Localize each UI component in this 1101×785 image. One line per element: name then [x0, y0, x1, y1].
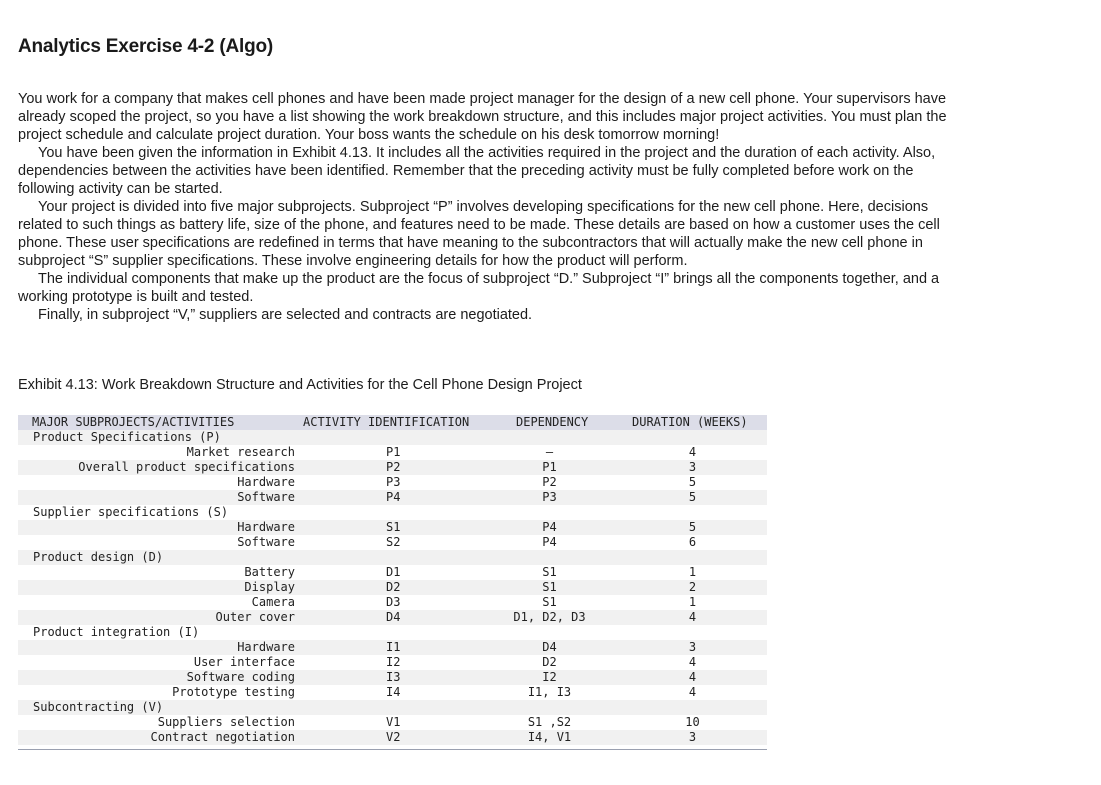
table-row [18, 460, 767, 475]
subproject-name: Product integration (I) [33, 625, 200, 639]
activity-name: Overall product specifications [78, 460, 295, 474]
subproject-name: Product design (D) [33, 550, 164, 564]
activity-name: Battery [244, 565, 295, 579]
activity-id: S1 [386, 520, 401, 534]
table-group-row [18, 700, 767, 715]
activity-duration: 4 [688, 685, 697, 699]
activity-name: Prototype testing [172, 685, 295, 699]
table-group-row [18, 430, 767, 445]
activity-duration: 3 [688, 640, 697, 654]
activity-duration: 4 [688, 655, 697, 669]
table-group-row [18, 505, 767, 520]
activity-name: Contract negotiation [150, 730, 295, 744]
table-header-row [18, 415, 767, 430]
activity-duration: 3 [688, 460, 697, 474]
activity-id: I1 [386, 640, 401, 654]
activity-id: I4 [386, 685, 401, 699]
table-group-row [18, 625, 767, 640]
activity-id: P1 [386, 445, 401, 459]
activity-dependency: I4, V1 [527, 730, 572, 744]
activity-duration: 5 [688, 475, 697, 489]
activity-name: Market research [186, 445, 295, 459]
activity-dependency: P3 [542, 490, 557, 504]
table-row [18, 655, 767, 670]
activity-dependency: D1, D2, D3 [513, 610, 586, 624]
activity-name: Software [237, 535, 295, 549]
activity-dependency: I2 [542, 670, 557, 684]
activity-dependency: S1 [542, 580, 557, 594]
activity-id: S2 [386, 535, 401, 549]
activity-id: D1 [386, 565, 401, 579]
activity-id: D4 [386, 610, 401, 624]
activity-id: D2 [386, 580, 401, 594]
wbs-table [18, 415, 767, 745]
activity-duration: 6 [688, 535, 697, 549]
activity-duration: 4 [688, 610, 697, 624]
activity-name: User interface [193, 655, 295, 669]
activity-dependency: P4 [542, 535, 557, 549]
activity-duration: 1 [688, 595, 697, 609]
activity-duration: 1 [688, 565, 697, 579]
table-row [18, 565, 767, 580]
activity-dependency: I1, I3 [527, 685, 572, 699]
header-duration: DURATION (WEEKS) [632, 415, 748, 429]
activity-duration: 3 [688, 730, 697, 744]
exercise-description [18, 90, 963, 324]
activity-name: Outer cover [215, 610, 295, 624]
activity-dependency: S1 [542, 595, 557, 609]
paragraph-components: The individual components that make up the product are the focus of subproject “D.” Subproject “I” brings all the components together, and a working prototype is built and tested. [18, 271, 940, 305]
activity-dependency: – [545, 445, 554, 459]
table-row [18, 715, 767, 730]
subproject-name: Supplier specifications (S) [33, 505, 229, 519]
paragraph-exhibit-info: You have been given the information in Exhibit 4.13. It includes all the activities required in the project and the duration of each activity. Also, dependencies between the activities have been identified. Remember that the preceding activity must be fully completed before work on the following activity can be started. [18, 145, 936, 197]
header-activity-id: ACTIVITY IDENTIFICATION [303, 415, 470, 429]
table-row [18, 670, 767, 685]
activity-id: P4 [386, 490, 401, 504]
table-row [18, 475, 767, 490]
activity-name: Hardware [237, 475, 295, 489]
activity-dependency: S1 [542, 565, 557, 579]
table-row [18, 610, 767, 625]
activity-duration: 10 [685, 715, 700, 729]
table-row [18, 580, 767, 595]
activity-id: V2 [386, 730, 401, 744]
table-row [18, 595, 767, 610]
activity-id: I2 [386, 655, 401, 669]
header-activities: MAJOR SUBPROJECTS/ACTIVITIES [32, 415, 235, 429]
activity-duration: 5 [688, 490, 697, 504]
activity-dependency: P2 [542, 475, 557, 489]
table-row [18, 520, 767, 535]
wbs-table-container [18, 415, 767, 750]
table-row [18, 685, 767, 700]
table-scrollbar[interactable] [18, 745, 767, 749]
header-dependency: DEPENDENCY [516, 415, 589, 429]
subproject-name: Product Specifications (P) [33, 430, 221, 444]
activity-name: Camera [251, 595, 295, 609]
paragraph-intro: You work for a company that makes cell phones and have been made project manager for the design of a new cell phone. Your supervisors have already scoped the project, so you have a list showing the work breakdown structure, and this includes major project activities. You must plan the project schedule and calculate project duration. Your boss wants the schedule on his desk tomorrow morning! [18, 91, 947, 143]
subproject-name: Subcontracting (V) [33, 700, 164, 714]
activity-id: I3 [386, 670, 401, 684]
activity-duration: 5 [688, 520, 697, 534]
activity-id: V1 [386, 715, 401, 729]
activity-id: P2 [386, 460, 401, 474]
activity-dependency: D2 [542, 655, 557, 669]
table-group-row [18, 550, 767, 565]
exhibit-caption: Exhibit 4.13: Work Breakdown Structure and Activities for the Cell Phone Design Project [18, 377, 582, 393]
activity-dependency: P1 [542, 460, 557, 474]
activity-name: Display [244, 580, 295, 594]
activity-name: Suppliers selection [157, 715, 295, 729]
activity-name: Software [237, 490, 295, 504]
activity-name: Software coding [186, 670, 295, 684]
activity-duration: 4 [688, 445, 697, 459]
activity-duration: 2 [688, 580, 697, 594]
activity-dependency: D4 [542, 640, 557, 654]
activity-id: P3 [386, 475, 401, 489]
activity-dependency: P4 [542, 520, 557, 534]
table-row [18, 535, 767, 550]
paragraph-finally: Finally, in subproject “V,” suppliers are selected and contracts are negotiated. [38, 307, 533, 323]
paragraph-subprojects: Your project is divided into five major subprojects. Subproject “P” involves developing specifications for the new cell phone. Here, decisions related to such things as battery life, size of the phone, and features need to be made. These details are based on how a customer uses the cell phone. These user specifications are redefined in terms that have meaning to the subcontractors that will actually make the new cell phone in subproject “S” supplier specifications. These involve engineering details for how the product will perform. [18, 199, 940, 269]
table-row [18, 730, 767, 745]
table-row [18, 490, 767, 505]
activity-dependency: S1 ,S2 [527, 715, 572, 729]
table-row [18, 640, 767, 655]
activity-duration: 4 [688, 670, 697, 684]
activity-name: Hardware [237, 640, 295, 654]
activity-id: D3 [386, 595, 401, 609]
activity-name: Hardware [237, 520, 295, 534]
wbs-table-body [18, 430, 767, 745]
page-title: Analytics Exercise 4-2 (Algo) [18, 36, 274, 57]
table-row [18, 445, 767, 460]
